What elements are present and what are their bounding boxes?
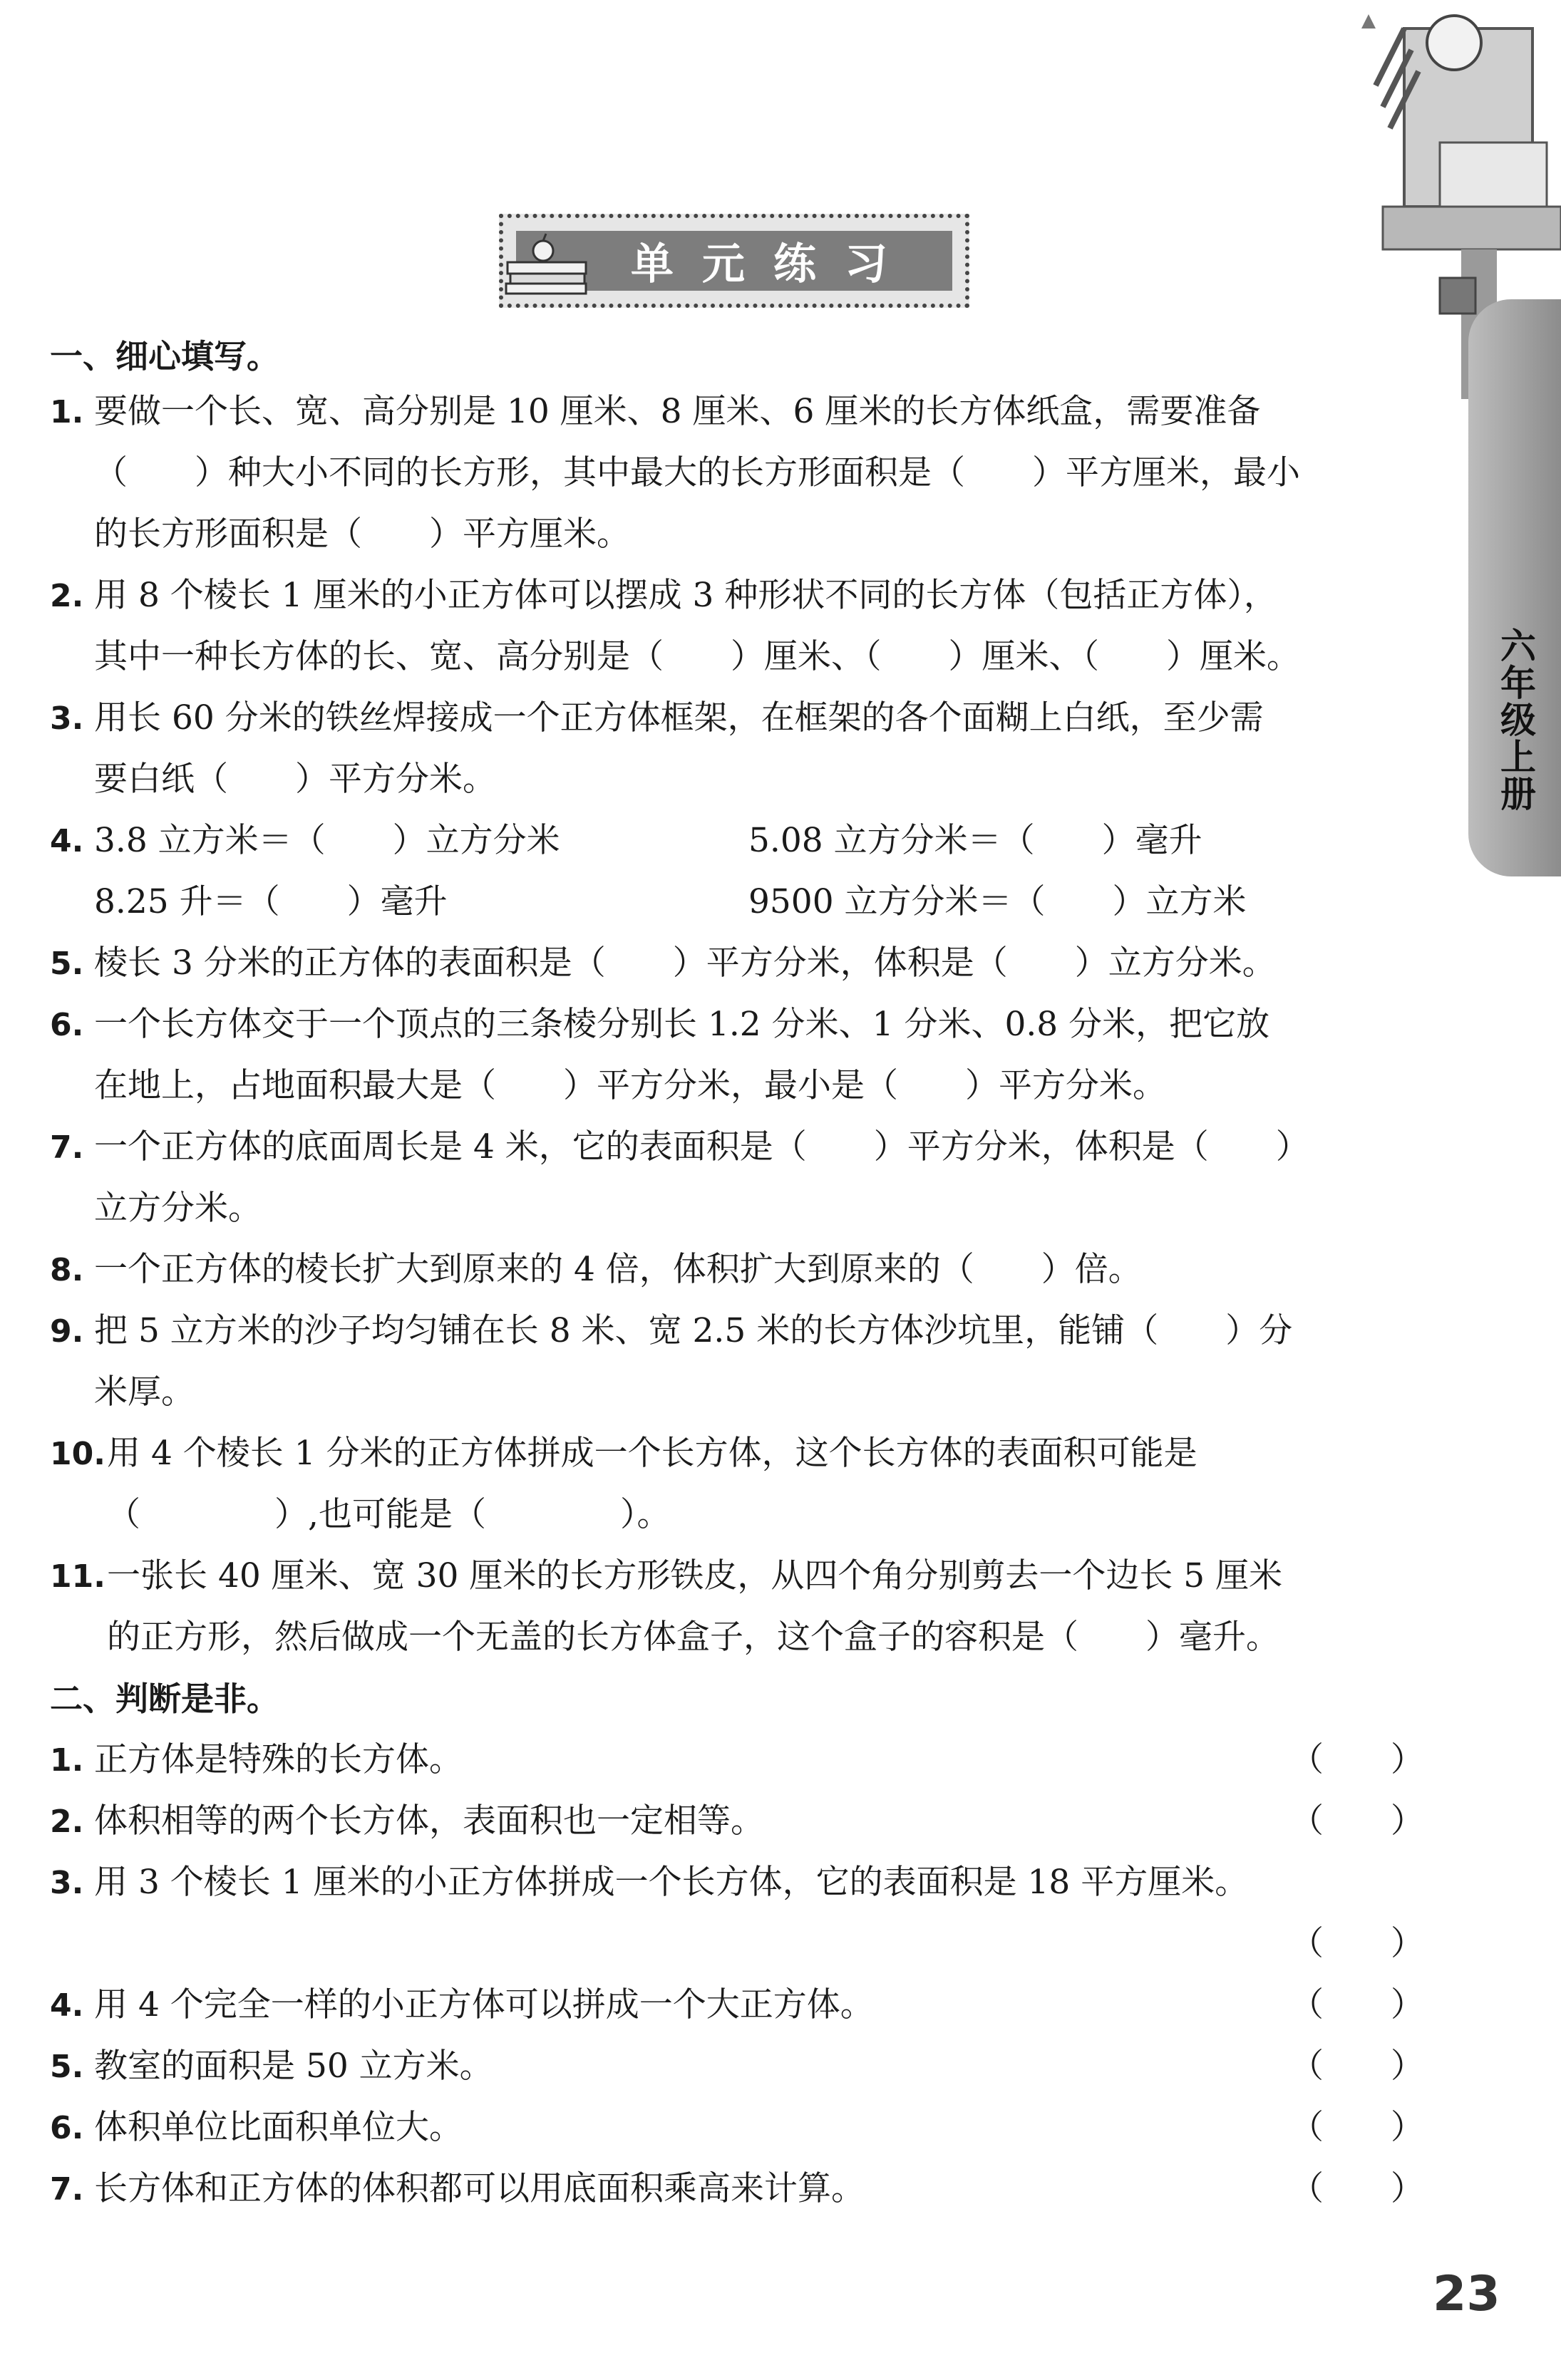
answer-blank[interactable]: （ ） [1290, 1985, 1424, 2024]
answer-blank[interactable]: （ ） [1290, 1801, 1424, 1841]
question-11 [50, 1555, 1282, 1598]
question-text: 体积单位比面积单位大。 [94, 2108, 463, 2147]
judge-item-7 [50, 2168, 865, 2211]
question-1-line-3: 的长方形面积是（ ）平方厘米。 [94, 514, 630, 554]
question-text: 体积相等的两个长方体，表面积也一定相等。 [94, 1801, 764, 1841]
question-4-part-d: 9500 立方分米＝（ ）立方米 [748, 882, 1247, 921]
question-text: 用 4 个完全一样的小正方体可以拼成一个大正方体。 [94, 1985, 874, 2024]
question-5 [50, 942, 1276, 985]
question-10-line-2: （ ）,也可能是（ ）。 [107, 1495, 671, 1534]
question-text: 用长 60 分米的铁丝焊接成一个正方体框架，在框架的各个面糊上白纸，至少需 [94, 698, 1264, 738]
question-number: 1. [50, 394, 84, 430]
judge-item-3 [50, 1861, 1248, 1905]
banner-title: 单元练习 [631, 239, 916, 289]
question-number: 5. [50, 946, 84, 982]
question-11-line-2: 的正方形，然后做成一个无盖的长方体盒子，这个盒子的容积是（ ）毫升。 [107, 1618, 1279, 1657]
question-number: 10. [50, 1436, 105, 1472]
question-number: 9. [50, 1313, 84, 1350]
question-10 [50, 1432, 1197, 1476]
question-text: 棱长 3 分米的正方体的表面积是（ ）平方分米，体积是（ ）立方分米。 [94, 943, 1276, 983]
question-3-line-2: 要白纸（ ）平方分米。 [94, 760, 496, 799]
question-text: 用 4 个棱长 1 分米的正方体拼成一个长方体，这个长方体的表面积可能是 [107, 1434, 1197, 1473]
question-number: 2. [50, 578, 84, 614]
question-number: 11. [50, 1558, 105, 1595]
question-1-line-2: （ ）种大小不同的长方形，其中最大的长方形面积是（ ）平方厘米，最小 [94, 453, 1300, 492]
page-number: 23 [1433, 2266, 1500, 2322]
question-7 [50, 1126, 1309, 1169]
judge-item-5 [50, 2045, 493, 2089]
answer-blank[interactable]: （ ） [1290, 1924, 1424, 1963]
question-4-part-b: 5.08 立方分米＝（ ）毫升 [748, 821, 1202, 860]
section-banner [499, 214, 969, 308]
judge-item-6 [50, 2106, 463, 2150]
question-text: 教室的面积是 50 立方米。 [94, 2047, 493, 2086]
question-9-line-2: 米厚。 [94, 1372, 195, 1412]
question-number: 6. [50, 2110, 84, 2146]
question-2-line-2: 其中一种长方体的长、宽、高分别是（ ）厘米、（ ）厘米、（ ）厘米。 [94, 637, 1300, 676]
question-text: 长方体和正方体的体积都可以用底面积乘高来计算。 [94, 2169, 865, 2208]
answer-blank[interactable]: （ ） [1290, 2047, 1424, 2086]
question-1 [50, 390, 1260, 434]
question-4-part-c: 8.25 升＝（ ）毫升 [94, 882, 448, 921]
question-number: 6. [50, 1007, 84, 1043]
question-number: 8. [50, 1252, 84, 1288]
judge-item-2 [50, 1800, 764, 1843]
section-heading-true-false: 二、判断是非。 [50, 1680, 279, 1718]
question-text: 用 8 个棱长 1 厘米的小正方体可以摆成 3 种形状不同的长方体（包括正方体）， [94, 576, 1277, 615]
question-text: 3.8 立方米＝（ ）立方分米 [94, 821, 560, 860]
question-9 [50, 1310, 1292, 1353]
question-text: 要做一个长、宽、高分别是 10 厘米、8 厘米、6 厘米的长方体纸盒，需要准备 [94, 392, 1261, 431]
question-number: 4. [50, 823, 84, 859]
question-text: 一个正方体的底面周长是 4 米，它的表面积是（ ）平方分米，体积是（ ） [94, 1127, 1309, 1166]
question-number: 7. [50, 2171, 84, 2208]
question-number: 4. [50, 1987, 84, 2024]
question-6-line-2: 在地上，占地面积最大是（ ）平方分米，最小是（ ）平方分米。 [94, 1066, 1166, 1105]
question-number: 1. [50, 1742, 84, 1779]
answer-blank[interactable]: （ ） [1290, 2169, 1424, 2208]
question-number: 3. [50, 700, 84, 737]
question-text: 把 5 立方米的沙子均匀铺在长 8 米、宽 2.5 米的长方体沙坑里，能铺（ ）分 [94, 1311, 1293, 1350]
question-number: 3. [50, 1865, 84, 1901]
question-text: 一个长方体交于一个顶点的三条棱分别长 1.2 分米、1 分米、0.8 分米，把它放 [94, 1005, 1270, 1044]
question-text: 一张长 40 厘米、宽 30 厘米的长方形铁皮，从四个角分别剪去一个边长 5 厘米 [107, 1556, 1283, 1595]
question-2 [50, 574, 1277, 618]
books-apple-icon [500, 225, 593, 296]
section-heading-fill-in: 一、细心填写。 [50, 337, 279, 376]
question-8 [50, 1248, 1142, 1292]
judge-item-1 [50, 1739, 463, 1782]
answer-blank[interactable]: （ ） [1290, 1740, 1424, 1779]
question-6 [50, 1003, 1269, 1047]
question-7-line-2: 立方分米。 [94, 1189, 262, 1228]
grade-label: 六年级上册 [1495, 627, 1536, 812]
question-4 [50, 819, 560, 863]
question-number: 5. [50, 2049, 84, 2085]
question-text: 正方体是特殊的长方体。 [94, 1740, 463, 1779]
question-number: 7. [50, 1129, 84, 1166]
question-text: 一个正方体的棱长扩大到原来的 4 倍，体积扩大到原来的（ ）倍。 [94, 1250, 1142, 1289]
question-3 [50, 697, 1264, 740]
question-text: 用 3 个棱长 1 厘米的小正方体拼成一个长方体，它的表面积是 18 平方厘米。 [94, 1863, 1249, 1902]
answer-blank[interactable]: （ ） [1290, 2108, 1424, 2147]
question-number: 2. [50, 1804, 84, 1840]
judge-item-4 [50, 1984, 874, 2027]
